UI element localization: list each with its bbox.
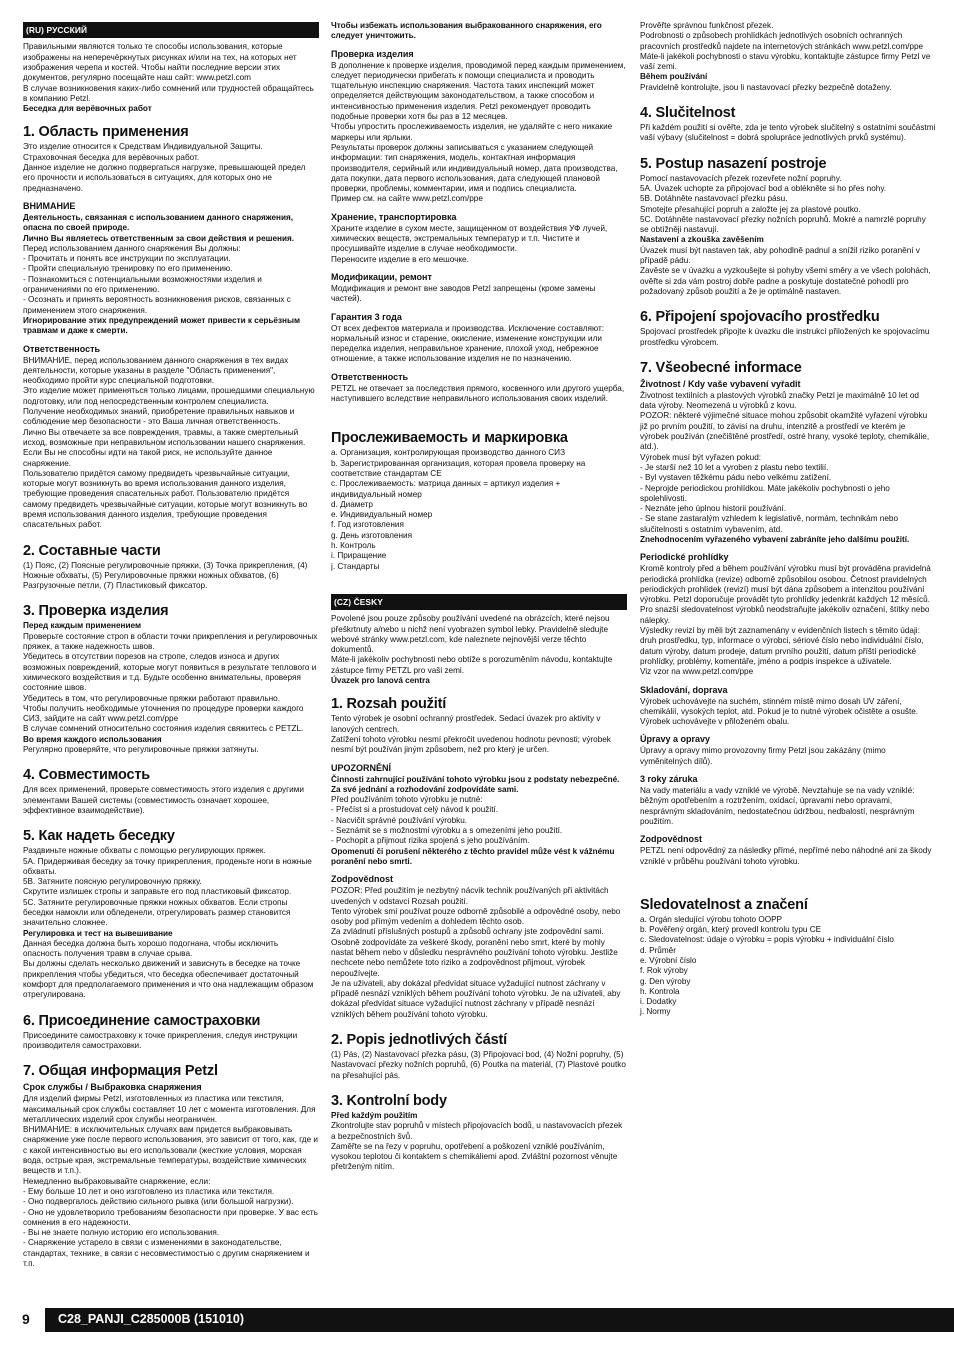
ru-s7-sub5: Гарантия 3 года xyxy=(331,311,402,322)
cz-s6-text: Spojovací prostředek připojte k úvazku dle instrukcí přiložených ke spojovacímu prostředku výrobcem. xyxy=(640,327,930,347)
ru-intro-2: В случае возникновения каких-либо сомнений или трудностей обращайтесь в компанию Petzl. xyxy=(23,83,314,103)
column-2 xyxy=(331,22,627,1173)
cz-s7-text1: Životnost textilních a plastových výrobků značky Petzl je maximálně 10 let od data výroby. Neomezená u výrobků z kovu. POZOR: některé výjimečné situace mohou způsobit okamžité vyřazení výrobku již po prvním použití, to závisí na druhu, intenzitě a prostředí ve kterém je výrobek používán (znečištěné prostředí, ostré hrany, vysoké teploty, chemikálie, atd.). Výrobek musí být vyřazen pokud: - Je starší než 10 let a vyroben z plastu nebo textilií. - Byl vystaven těžkému pádu nebo velkému zatížení. - Neprojde periodickou prohlídkou. Máte jakékoliv pochybnosti o jeho spolehlivosti. - Neznáte jeho úplnou historii používání. - Se stane zastaralým vzhledem k legislativě, normám, technikám nebo slučitelnosti s ostatním vybavením, atd. xyxy=(640,390,930,534)
cz-s6-title: 6. Připojení spojovacího prostředku xyxy=(640,309,880,326)
ru-s5-text2: Данная беседка должна быть хорошо подогнана, чтобы исключить опасность получения травм в случае срыва. Вы должны сделать несколько движений и зависнуть в беседке на точке прикрепления чтобы убедиться, что беседка обеспечивает достаточный комфорт для предполагаемого применения и что она надлежащим образом отрегулирована. xyxy=(23,938,314,1000)
cz-s3-text1a: Zkontrolujte stav popruhů v místech připojovacích bodů, u nastavovacích přezek a bezpečnostních švů. Zaměřte se na řezy v popruhu, opotřebení a poškození vzniklé používáním, vysokou teplotou či kontaktem s chemikáliemi apod. Zvláštní pozornost věnujte přetrženým nitím. xyxy=(331,1121,623,1172)
ru-s4-title: 4. Совместимость xyxy=(23,767,150,784)
ru-warning-text: Перед использованием данного снаряжения Вы должны: - Прочитать и понять все инструкции по эксплуатации. - Пройти специальную тренировку по его применению. - Познакомиться с потенциальными возможностями изделия и ограничениями по его применению. - Осознать и принять вероятность возникновения рисков, связанных с применением этого снаряжения. xyxy=(23,243,291,315)
cz-s7-text5: Na vady materiálu a vady vzniklé ve výrobě. Nevztahuje se na vady vzniklé: běžným opotřebením a roztržením, oxidací, úpravami nebo opravami, nesprávným skladováním, nedostatečnou údržbou, nedbalostí, nesprávným použitím. xyxy=(640,786,915,826)
cz-s7-bold: Znehodnocením vyřazeného vybavení zabráníte jeho dalšímu použití. xyxy=(640,534,910,544)
ru-s3-title: 3. Проверка изделия xyxy=(23,603,169,620)
cz-warning-bold1: Činnosti zahrnující používání tohoto výrobku jsou z podstaty nebezpečné. xyxy=(331,774,620,784)
ru-s3-sub1: Перед каждым применением xyxy=(23,621,142,631)
cz-s7-sub5: 3 roky záruka xyxy=(640,774,698,785)
cz-s7-text4: Úpravy a opravy mimo provozovny firmy Petzl jsou zakázány (mimo vyměnitelných dílů). xyxy=(640,746,886,766)
cz-s7-sub3: Skladování, doprava xyxy=(640,684,728,695)
ru-s3-text1: Проверьте состояние строп в области точки прикрепления и регулировочных пряжек, а также надежность швов. Убедитесь в отсутствии порезов на стропе, следов износа и других возможных повреждений, которые могут появиться в результате теплового и химического воздействия и т.д. Будьте особенно внимательны, проверяя состояние швов. Убедитесь в том, что регулировочные пряжки работают правильно. Чтобы получить необходимые уточнения по процедуре проверки каждого СИЗ, зайдите на сайт www.petzl.com/ppe В случае сомнений относительно состояния изделия свяжитесь с PETZL. xyxy=(23,631,318,734)
ru-s7-sub3: Хранение, транспортировка xyxy=(331,211,457,222)
cz-warning-bold2: Za své jednání a rozhodování zodpovídáte sami. xyxy=(331,784,519,794)
cz-trace-title: Sledovatelnost a značení xyxy=(640,896,808,913)
ru-s4-text: Для всех применений, проверьте совместимость этого изделия с другими элементами Вашей системы (совместимость означает хорошее, эффективное взаимодействие). xyxy=(23,785,304,815)
cz-s5-text2: Úvazek musí být nastaven tak, aby pohodlně padnul a snížil riziko poranění v případě pádu. Zavěste se v úvazku a vyzkoušejte si pohyby všemi směry a ve všech polohách, ověřte si zda vám postroj dobře padne a poskytuje dostatečné pohodlí pro požadovaný způsob použití a že je optimálně nastaven. xyxy=(640,245,931,296)
ru-s3-sub2: Во время каждого использования xyxy=(23,734,162,744)
ru-s7-sub6: Ответственность xyxy=(331,371,409,382)
cz-s3-sub1: Před každým použitím xyxy=(331,1110,418,1120)
ru-s7-sub1: Срок службы / Выбраковка снаряжения xyxy=(23,1082,202,1093)
page-number: 9 xyxy=(22,1311,30,1327)
cz-s5-text1: Pomocí nastavovacích přezek rozevřete nožní popruhy. 5A. Úvazek uchopte za připojovací bod a oblékněte si ho přes nohy. 5B. Dotáhněte nastavovací přezku pásu. Smotejte přesahující popruh a založte jej za plastové poutko. 5C. Dotáhněte nastavovací přezky nožních popruhů. Mokré a namrzlé popruhy se obtížněji nastavují. xyxy=(640,173,926,235)
cz-s2-text: (1) Pás, (2) Nastavovací přezka pásu, (3) Připojovací bod, (4) Nožní popruhy, (5) Nastavovací přezky nožních popruhů, (6) Poutka na materiál, (7) Plastové poutko na přesahující pás. xyxy=(331,1050,626,1080)
cz-s4-title: 4. Slučitelnost xyxy=(640,105,736,122)
ru-s5-sub: Регулировка и тест на вывешивание xyxy=(23,928,173,938)
cz-product-name: Úvazek pro lanová centra xyxy=(331,676,430,686)
cz-trace-text: a. Orgán sledující výrobu tohoto OOPP b. Pověřený orgán, který provedl kontrolu typu CE c. Sledovatelnost: údaje o výrobku = popis výrobku + individuální číslo d. Průměr e. Výrobní číslo f. Rok výroby g. Den výroby h. Kontrola i. Dodatky j. Normy xyxy=(640,914,894,1017)
cz-warning-bold3: Opomenutí či porušení některého z těchto pravidel může vést k vážnému poranění nebo smrti. xyxy=(331,846,615,866)
ru-warning-bold1: Деятельность, связанная с использованием данного снаряжения, опасна по своей природе. xyxy=(23,212,294,233)
cz-s3-title: 3. Kontrolní body xyxy=(331,1092,447,1109)
ru-resp-text: ВНИМАНИЕ, перед использованием данного снаряжения в тех видах деятельности, которые указаны в разделе "Область применения", необходимо пройти курс специальной подготовки. Это изделие может применяться только лицами, прошедшими специальную подготовку, или под непосредственным контролем специалиста. Получение необходимых знаний, приобретение правильных навыков и соблюдение мер безопасности - это Ваша личная ответственность. Лично Вы отвечаете за все повреждения, травмы, а также смертельный исход, возможные при неправильном использовании нашего снаряжения. Если Вы не способны идти на такой риск, не используйте данное снаряжение. Пользователю придётся самому предвидеть чрезвычайные ситуации, которые могут возникнуть во время использования данного изделия, требующие проведения спасательных работ. Пользователю придётся самому предвидеть чрезвычайные ситуации, которые могут возникнуть во время использования данного изделия, требующие проведения спасательных работ. xyxy=(23,355,315,530)
cz-s7-sub2: Periodické prohlídky xyxy=(640,552,729,563)
ru-s7-sub4: Модификации, ремонт xyxy=(331,271,432,282)
ru-s7-sub2: Проверка изделия xyxy=(331,48,414,59)
ru-trace-title: Прослеживаемость и маркировка xyxy=(331,430,568,447)
ru-warning-title: ВНИМАНИЕ xyxy=(23,200,76,211)
cz-s3-text1b: Prověřte správnou funkčnost přezek. Podrobnosti o způsobech prohlídkách jednotlivých osobních ochranných pracovních prostředků najdete na internetových stránkách www.petzl.com/ppe Máte-li jakékoli pochybnosti o stavu výrobku, kontaktujte zástupce firmy Petzl ve vaší zemi. xyxy=(640,21,931,72)
ru-s7-text2: В дополнение к проверке изделия, проводимой перед каждым применением, следует периодически прибегать к помощи специалиста и проводить тщательную инспекцию снаряжения. Частота таких инспекций может определяется действующим законодательством, а также способом и интенсивностью применения изделия. Petzl рекомендует проводить подобные проверки хотя бы раз в 12 месяцев. Чтобы упростить прослеживаемость изделия, не удаляйте с него никакие маркеры или ярлыки. Результаты проверок должны записываться с указанием следующей информации: тип снаряжения, модель, контактная информация производителя, серийный или индивидуальный номер, дата производства, дата покупки, дата первого использования, дата следующей плановой проверки, проблемы, комментарии, имя и подпись специалиста. Пример см. на сайте www.petzl.com/ppe xyxy=(331,60,626,204)
page-footer xyxy=(0,1308,954,1332)
cz-s1-text: Tento výrobek je osobní ochranný prostředek. Sedací úvazek pro aktivity v lanových centrech. Zatížení tohoto výrobku nesmí překročit uvedenou hodnotu pevnosti; výrobek nesmí být používán jiným způsobem, než pro který je určen. xyxy=(331,714,611,755)
ru-resp-title: Ответственность xyxy=(23,343,101,354)
ru-s1-title: 1. Область применения xyxy=(23,124,189,141)
ru-s6-title: 6. Присоединение самостраховки xyxy=(23,1012,261,1029)
ru-s2-text: (1) Пояс, (2) Поясные регулировочные пряжки, (3) Точка прикрепления, (4) Ножные обхваты, (5) Регулировочные пряжки ножных обхватов, (6) Разгрузочные петли, (7) Пластиковый фиксатор. xyxy=(23,560,308,591)
cz-s7-sub6: Zodpovědnost xyxy=(640,834,702,845)
ru-product-name: Беседка для верёвочных работ xyxy=(23,104,152,114)
lang-label-ru: (RU) РУССКИЙ xyxy=(23,22,319,38)
cz-s7-text6: PETZL není odpovědný za následky přímé, nepřímé nebo náhodné ani za škody vzniklé v průběhu používání tohoto výrobku. xyxy=(640,846,932,866)
ru-s7-title: 7. Общая информация Petzl xyxy=(23,1063,218,1080)
ru-s7-text3: Храните изделие в сухом месте, защищенном от воздействия УФ лучей, химических веществ, экстремальных температур и т.п. Чистите и просушивайте изделие в случае необходимости. Переносите изделие в его мешочке. xyxy=(331,223,608,264)
document-code: C28_PANJI_C285000B (151010) xyxy=(58,1312,244,1326)
ru-s7-text5: От всех дефектов материала и производства. Исключение составляют: нормальный износ и старение, окисление, изменение конструкции или переделка изделия, неправильное хранение, плохой уход, небрежное отношение, а также использование изделия не по назначению. xyxy=(331,323,604,364)
cz-s5-sub: Nastavení a zkouška zavěšením xyxy=(640,235,764,245)
ru-intro-1: Правильными являются только те способы использования, которые изображены на неперечёркнутых рисунках и/или на тех, на которых нет изображения черепа и костей. Чтобы найти последние версии этих документов, регулярно посещайте наш сайт: www.petzl.com xyxy=(23,42,297,83)
cz-s7-sub4: Úpravy a opravy xyxy=(640,734,711,745)
cz-s1-title: 1. Rozsah použití xyxy=(331,696,447,713)
ru-s7-text4: Модификация и ремонт вне заводов Petzl запрещены (кроме замены частей). xyxy=(331,283,596,304)
cz-resp-text: POZOR: Před použitím je nezbytný nácvik technik používaných při aktivitách uvedených v odstavci Rozsah použití. Tento výrobek smí používat pouze odborně způsobilé a odpovědné osoby, nebo osoby pod přímým vedením a dohledem těchto osob. Za zvládnutí příslušných postupů a způsobů ochrany jste zodpovědní sami. Osobně zodpovídáte za veškeré škody, poranění nebo smrt, které by mohly nastat během nebo v důsledku nesprávného používání tohoto výrobku. Jestliže nechcete nebo nemůžete toto riziko a zodpovědnost přijmout, výrobek nepoužívejte. Je na uživateli, aby dokázal předvídat situace vyžadující nutnost záchrany v případě nesnází vzniklých během používání tohoto výrobku. Je na uživateli, aby dokázal předvídat situace vyžadující nutnost záchrany v případě nesnází vzniklých během používání tohoto výrobku. xyxy=(331,886,621,1019)
ru-s6-text: Присоедините самостраховку к точке прикрепления, следуя инструкции производителя самостраховки. xyxy=(23,1030,298,1050)
cz-s7-text3: Výrobek uchovávejte na suchém, stinném místě mimo dosah UV záření, chemikálií, vysokých teplot, atd. Pokud je to nutné výrobek očistěte a osušte. Výrobek uchovávejte v přiloženém obalu. xyxy=(640,696,919,727)
ru-s7-text6: PETZL не отвечает за последствия прямого, косвенного или другого ущерба, наступившего вследствие неправильного использования своих изделий. xyxy=(331,383,625,404)
ru-s5-title: 5. Как надеть беседку xyxy=(23,828,175,845)
cz-intro: Povolené jsou pouze způsoby používání uvedené na obrázcích, které nejsou přeškrtnuty a/nebo u nichž není vyobrazen symbol lebky. Pravidelně sledujte webové stránky www.petzl.com, kde naleznete nejnovější verze těchto dokumentů. Máte-li jakékoliv pochybnosti nebo obtíže s porozuměním návodu, kontaktujte zástupce firmy PETZL pro vaši zemi. xyxy=(331,614,613,675)
ru-s7-bold: Чтобы избежать использования выбракованного снаряжения, его следует уничтожить. xyxy=(331,21,602,41)
footer-bar xyxy=(45,1308,954,1332)
ru-s2-title: 2. Составные части xyxy=(23,542,161,559)
lang-label-cz: (CZ) ČESKY xyxy=(331,594,627,610)
column-1 xyxy=(23,22,319,1269)
ru-warning-bold3: Игнорирование этих предупреждений может привести к серьёзным травмам и даже к смерти. xyxy=(23,315,301,336)
cz-s7-title: 7. Všeobecné informace xyxy=(640,359,802,376)
ru-s7-text1a: Для изделий фирмы Petzl, изготовленных из пластика или текстиля, максимальный срок службы составляет 10 лет с момента изготовления. Для металлических изделий срок службы неограничен. ВНИМАНИЕ: в исключительных случаях вам придется выбраковывать снаряжение уже после первого использования, это зависит от того, как, где и с какой интенсивностью вы его использовали (жесткие условия, морская вода, острые края, экстремальные температуры, воздействие химических веществ и т.п.). Немедленно выбраковывайте снаряжение, если: - Ему больше 10 лет и оно изготовлено из пластика или текстиля. - Оно подвергалось действию сильного рывка (или большой нагрузки). - Оно не удовлетворило требованиям безопасности при проверке. У вас есть сомнения в его надежности. - Вы не знаете полную историю его использования. - Снаряжение устарело в связи с изменениями в законодательстве, стандартах, технике, в связи с несовместимостью с другим снаряжением и т.п. xyxy=(23,1094,318,1269)
cz-s2-title: 2. Popis jednotlivých částí xyxy=(331,1032,507,1049)
cz-s7-sub1: Životnost / Kdy vaše vybavení vyřadit xyxy=(640,378,801,389)
column-3 xyxy=(640,22,936,1018)
ru-s1-text: Это изделие относится к Средствам Индивидуальной Защиты. Страховочная беседка для верёвочных работ. Данное изделие не должно подвергаться нагрузке, превышающей предел его прочности и использоваться в ситуациях, для которых оно не предназначено. xyxy=(23,142,306,193)
cz-warning-title: UPOZORNĚNÍ xyxy=(331,762,392,773)
cz-s5-title: 5. Postup nasazení postroje xyxy=(640,155,827,172)
cz-s3-sub2: Během používání xyxy=(640,72,708,82)
ru-s3-text2: Регулярно проверяйте, что регулировочные пряжки затянуты. xyxy=(23,745,259,755)
cz-s4-text: Při každém použití si ověřte, zda je tento výrobek slučitelný s ostatními součástmi vaší výbavy (slučitelnost = dobrá spolupráce jednotlivých prvků systému). xyxy=(640,123,936,143)
cz-resp-title: Zodpovědnost xyxy=(331,874,393,885)
cz-warning-text: Před používáním tohoto výrobku je nutné: - Přečíst si a prostudovat celý návod k použití. - Nacvičit správné používání výrobku. - Seznámit se s možnostmi výrobku a s omezeními jeho použití. - Pochopit a přijmout rizika spojená s jeho používáním. xyxy=(331,795,563,846)
ru-trace-text: a. Организация, контролирующая производство данного СИЗ b. Зарегистрированная организация, которая провела проверку на соответствие стандартам CE c. Прослеживаемость: матрица данных = артикул изделия + индивидуальный номер d. Диаметр e. Индивидуальный номер f. Год изготовления g. День изготовления h. Контроль i. Приращение j. Стандарты xyxy=(331,448,586,571)
cz-s3-text2: Pravidelně kontrolujte, jsou li nastavovací přezky bezpečně dotaženy. xyxy=(640,82,892,92)
cz-s7-text2: Kromě kontroly před a během používání výrobku musí být prováděna pravidelná periodická prohlídka (revize) odborně způsobilou osobou. Četnost pravidelných periodických prohlídek (revizí) musí být dána způsobem a intenzitou používání výrobku. Petzl doporučuje provádět tyto prohlídky jedenkrát každých 12 měsíců. Pro snazší sledovatelnost výrobků neodstraňujte jakékoliv označení, štítky nebo nálepky. Výsledky revizí by měli být zaznamenány v evidenčních listech s těmito údaji: druh prostředku, typ, informace o výrobci, sériové číslo nebo individuální číslo, datum výroby, datum prodeje, datum prvního použití, datum příští periodické prohlídky, problémy, komentáře, jméno a podpis inspekce a uživatele. Viz vzor na www.petzl.com/ppe xyxy=(640,564,931,677)
ru-s5-text1: Раздвиньте ножные обхваты с помощью регулирующих пряжек. 5A. Придерживая беседку за точку прикрепления, проденьте ноги в ножные обхваты. 5B. Затяните поясную регулировочную пряжку. Скрутите излишек стропы и заправьте его под пластиковый фиксатор. 5C. Затяните регулировочные пряжки ножных обхватов. Если стропы беседки намокли или обледенели, отрегулировать размер становится значительно сложнее. xyxy=(23,846,312,928)
ru-warning-bold2: Лично Вы являетесь ответственным за свои действия и решения. xyxy=(23,233,295,243)
